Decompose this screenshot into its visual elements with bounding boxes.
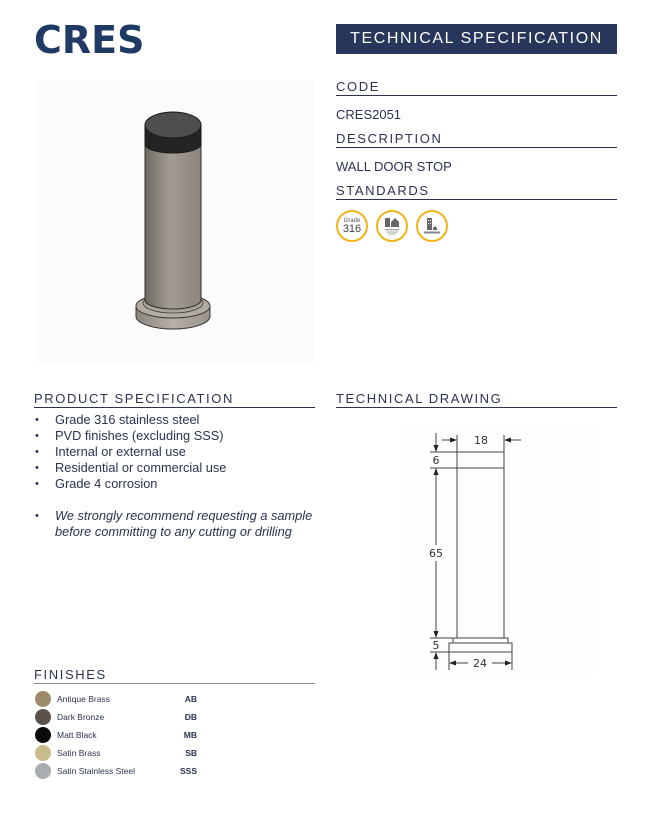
product-image xyxy=(36,80,314,362)
dim-base-height: 5 xyxy=(432,639,440,652)
finish-swatch xyxy=(35,763,51,779)
technical-drawing xyxy=(404,425,594,675)
finish-code: MB xyxy=(183,730,197,740)
finishes-list xyxy=(34,690,234,780)
dim-top-width: 18 xyxy=(474,434,488,447)
dim-base-width: 24 xyxy=(473,657,487,670)
finish-item xyxy=(34,726,234,744)
dim-cap-height: 6 xyxy=(432,454,440,467)
code-heading: CODE xyxy=(336,79,617,96)
finish-swatch xyxy=(35,709,51,725)
finish-code: AB xyxy=(184,694,197,704)
finish-item xyxy=(34,744,234,762)
badge-grade-value: 316 xyxy=(342,222,362,235)
finish-item xyxy=(34,708,234,726)
spec-item: • Residential or commercial use xyxy=(34,460,314,476)
finish-code: SSS xyxy=(179,766,197,776)
finish-swatch xyxy=(35,691,51,707)
finish-name: Satin Stainless Steel xyxy=(57,766,135,776)
product-description: WALL DOOR STOP xyxy=(336,159,452,174)
specification-list xyxy=(34,412,314,492)
finish-swatch xyxy=(35,745,51,761)
finish-name: Matt Black xyxy=(57,730,97,740)
finishes-heading: FINISHES xyxy=(34,667,315,684)
residential-commercial-icon xyxy=(416,210,448,242)
dimension-drawing xyxy=(404,425,594,675)
grade-316-badge xyxy=(336,210,368,242)
note-text: We strongly recommend requesting a sample before committing to any cutting or drilling xyxy=(55,508,313,539)
technical-drawing-heading: TECHNICAL DRAWING xyxy=(336,391,617,408)
product-code: CRES2051 xyxy=(336,107,402,122)
brand-logo: CRES xyxy=(34,18,145,62)
finish-code: SB xyxy=(185,748,197,758)
dim-body-height: 65 xyxy=(429,547,443,560)
description-heading: DESCRIPTION xyxy=(336,131,617,148)
finish-code: DB xyxy=(184,712,197,722)
spec-item: • Internal or external use xyxy=(34,444,314,460)
badge-grade-label: Grade xyxy=(343,217,361,224)
spec-item: • PVD finishes (excluding SSS) xyxy=(34,428,314,444)
spec-item: • Grade 316 stainless steel xyxy=(34,412,314,428)
spec-item: • Grade 4 corrosion xyxy=(34,476,314,492)
finish-name: Satin Brass xyxy=(57,748,101,758)
finish-swatch xyxy=(35,727,51,743)
standards-heading: STANDARDS xyxy=(336,183,617,200)
finish-name: Dark Bronze xyxy=(57,712,105,722)
finish-item xyxy=(34,762,234,780)
finish-name: Antique Brass xyxy=(57,694,110,704)
standards-badges xyxy=(336,210,448,242)
product-specification-heading: PRODUCT SPECIFICATION xyxy=(34,391,315,408)
internal-external-use-icon xyxy=(376,210,408,242)
sample-recommendation-note xyxy=(34,508,319,540)
finish-item xyxy=(34,690,234,708)
document-title: TECHNICAL SPECIFICATION xyxy=(336,24,617,54)
door-stop-render xyxy=(36,80,314,362)
